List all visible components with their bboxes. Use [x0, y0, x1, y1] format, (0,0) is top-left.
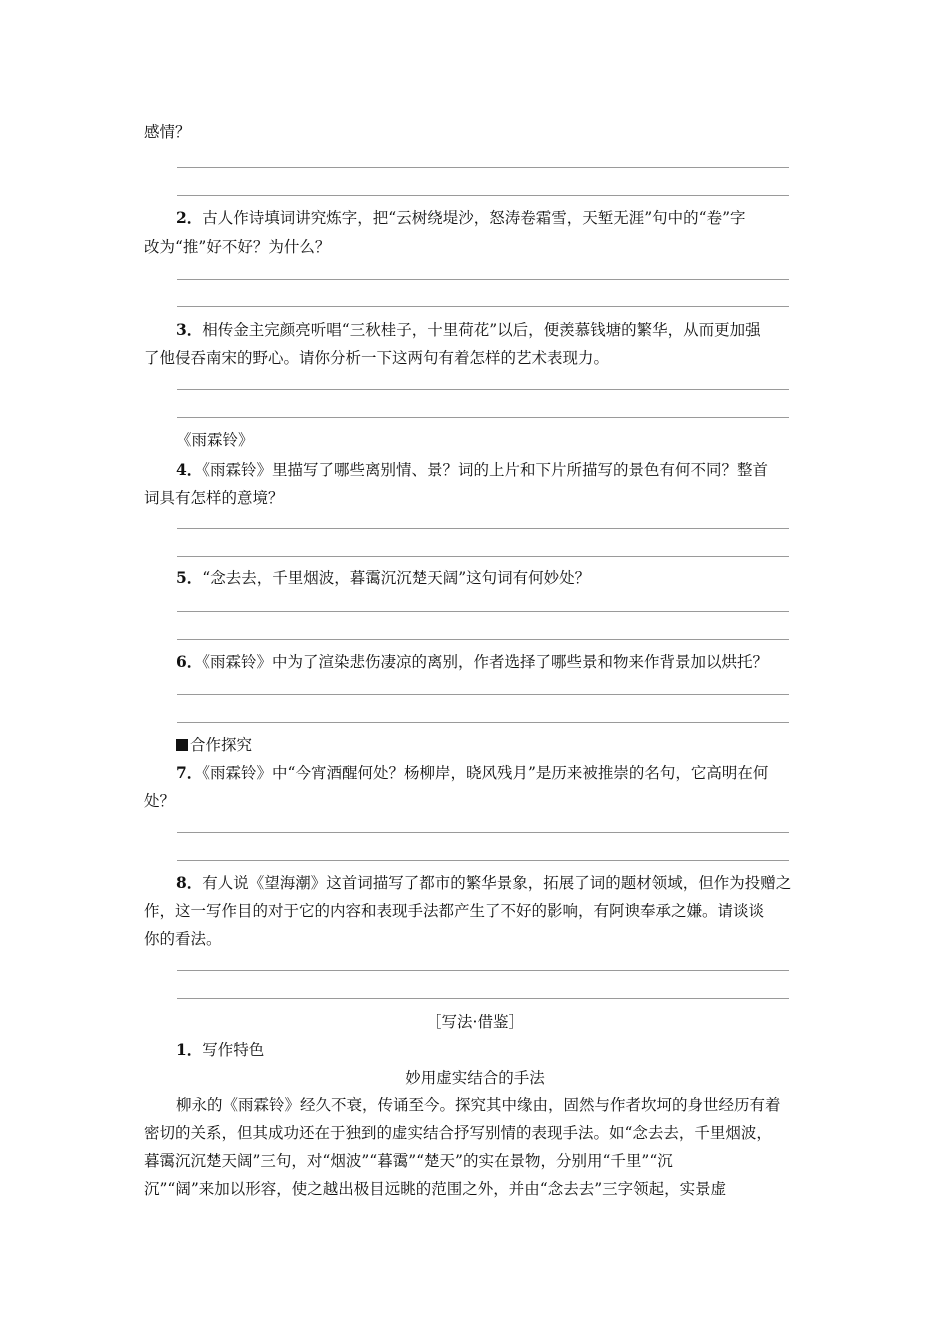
question-4-line-1: 4．《雨霖铃》里描写了哪些离别情、景？词的上片和下片所描写的景色有何不同？整首: [176, 460, 769, 479]
question-3-line-1: 3．相传金主完颜亮听唱“三秋桂子，十里荷花”以后，便羡慕钱塘的繁华，从而更加强: [176, 320, 761, 339]
question-8-line-3: 你的看法。: [144, 930, 222, 948]
question-number: 7．: [176, 763, 203, 782]
section-title-cooperation: 合作探究: [176, 735, 252, 755]
answer-line: [177, 528, 789, 529]
answer-line: [177, 556, 789, 557]
answer-line: [177, 167, 789, 168]
essay-paragraph-line-2: 密切的关系，但其成功还在于独到的虚实结合抒写别情的表现手法。如“念去去，千里烟波，: [144, 1124, 772, 1142]
question-number: 6．: [176, 652, 203, 671]
answer-line: [177, 195, 789, 196]
question-6: 6．《雨霖铃》中为了渲染悲伤凄凉的离别，作者选择了哪些景和物来作背景加以烘托？: [176, 652, 769, 671]
question-7-line-2: 处？: [144, 792, 176, 810]
question-number: 2．: [176, 208, 203, 227]
question-7-line-1: 7．《雨霖铃》中“今宵酒醒何处？杨柳岸，晓风残月”是历来被推崇的名句，它高明在何: [176, 763, 769, 782]
answer-line: [177, 611, 789, 612]
answer-line: [177, 722, 789, 723]
essay-paragraph-line-3: 暮霭沉沉楚天阔”三句，对“烟波”“暮霭”“楚天”的实在景物，分别用“千里”“沉: [144, 1152, 673, 1170]
question-3-line-2: 了他侵吞南宋的野心。请你分析一下这两句有着怎样的艺术表现力。: [144, 349, 610, 367]
question-2-line-1: 2．古人作诗填词讲究炼字，把“云树绕堤沙，怒涛卷霜雪，天堑无涯”句中的“卷”字: [176, 208, 746, 227]
answer-line: [177, 998, 789, 999]
question-number: 5．: [176, 568, 203, 587]
square-bullet-icon: [176, 739, 188, 751]
writing-feature-heading: 1．写作特色: [176, 1040, 265, 1059]
question-number: 3．: [176, 320, 203, 339]
essay-subtitle: 妙用虚实结合的手法: [405, 1069, 545, 1087]
question-2-line-2: 改为“推”好不好？为什么？: [144, 238, 331, 256]
answer-line: [177, 694, 789, 695]
writing-section-heading: ［写法·借鉴］: [426, 1013, 524, 1031]
question-number: 8．: [176, 873, 203, 892]
question-number: 4．: [176, 460, 203, 479]
answer-line: [177, 970, 789, 971]
question-4-line-2: 词具有怎样的意境？: [144, 489, 284, 507]
answer-line: [177, 639, 789, 640]
answer-line: [177, 279, 789, 280]
question-5: 5．“念去去，千里烟波，暮霭沉沉楚天阔”这句词有何妙处？: [176, 568, 591, 587]
essay-paragraph-line-1: 柳永的《雨霖铃》经久不衰，传诵至今。探究其中缘由，固然与作者坎坷的身世经历有着: [176, 1096, 781, 1114]
answer-line: [177, 860, 789, 861]
essay-paragraph-line-4: 沉”“阔”来加以形容，使之越出极目远眺的范围之外，并由“念去去”三字领起，实景虚: [144, 1180, 727, 1198]
question-1-tail: 感情？: [144, 123, 191, 141]
section-title-yulinling: 《雨霖铃》: [176, 431, 254, 449]
question-8-line-2: 作，这一写作目的对于它的内容和表现手法都产生了不好的影响，有阿谀奉承之嫌。请谈谈: [144, 902, 765, 920]
question-8-line-1: 8．有人说《望海潮》这首词描写了都市的繁华景象，拓展了词的题材领域，但作为投赠之: [176, 873, 792, 892]
answer-line: [177, 832, 789, 833]
answer-line: [177, 417, 789, 418]
answer-line: [177, 389, 789, 390]
item-number: 1．: [176, 1040, 203, 1059]
answer-line: [177, 306, 789, 307]
